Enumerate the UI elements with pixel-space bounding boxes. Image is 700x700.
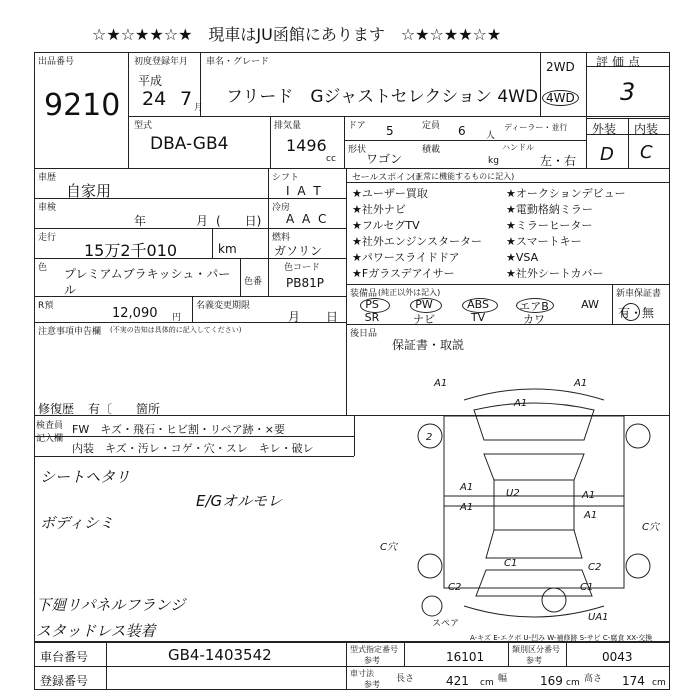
displacement-unit: cc bbox=[326, 154, 336, 164]
note-body: ボディシミ bbox=[40, 514, 114, 532]
equipment-item-top: ABS bbox=[467, 298, 489, 311]
dims-height-label: 高さ bbox=[584, 674, 603, 684]
repair-label: 修復歴 bbox=[38, 402, 75, 416]
equipment-item-top: PW bbox=[415, 298, 433, 311]
sales-point: ★電動格納ミラー bbox=[506, 203, 593, 216]
auto-tax-month: 月 bbox=[288, 310, 301, 324]
class-code-value: 0043 bbox=[602, 650, 633, 664]
recycle-value: 12,090 bbox=[112, 306, 158, 321]
dims-length-label: 長さ bbox=[396, 674, 415, 684]
diagram-legend: A-キズ E-エクボ U-凹み W-補修跡 S-サビ C-腐食 XX-交換 bbox=[470, 634, 653, 642]
notes-sublabel: (不実の告知は具体的に記入してください) bbox=[110, 326, 242, 334]
color-value: プレミアムブラキッシュ・パール bbox=[64, 267, 231, 297]
damage-mark: A1 bbox=[514, 398, 528, 409]
color-no-label: 色番 bbox=[244, 277, 263, 287]
sales-point: ★ミラーヒーター bbox=[506, 219, 593, 232]
equipment-item-top: AW bbox=[581, 298, 599, 311]
capacity-unit: 人 bbox=[486, 131, 496, 141]
equipment-item-bottom: TV bbox=[470, 311, 486, 324]
damage-mark: C2 bbox=[448, 582, 462, 593]
repair-value: 有〔 箇所 bbox=[88, 402, 161, 416]
new-book-label: 新車保証書 bbox=[616, 289, 662, 299]
type-code-label: 型式指定番号 bbox=[350, 645, 398, 654]
displacement-value: 1496 bbox=[286, 136, 327, 155]
dims-width: 169 bbox=[540, 674, 563, 688]
sales-points-right bbox=[506, 186, 626, 282]
equipment-circle bbox=[462, 298, 498, 313]
equipment-item-bottom: カワ bbox=[523, 313, 545, 326]
spare-label: スペア bbox=[432, 619, 460, 629]
dims-sublabel: 参考 bbox=[364, 680, 380, 689]
handle-label: ハンドル bbox=[502, 143, 534, 152]
note-engine: E/Gオルモレ bbox=[196, 492, 283, 510]
sales-point: ★オークションデビュー bbox=[506, 187, 626, 200]
equipment-item-bottom: ナビ bbox=[413, 313, 435, 326]
inspector-label: 検査員 記入欄 bbox=[36, 421, 64, 444]
equipment-sublabel: (純正以外は記入) bbox=[378, 288, 441, 297]
rear-bumper-outline bbox=[464, 606, 604, 617]
chassis-value: GB4-1403542 bbox=[168, 646, 272, 664]
dims-length: 421 bbox=[446, 674, 469, 688]
note-underbody: 下廻リパネルフランジ bbox=[36, 596, 186, 614]
lot-number: 9210 bbox=[44, 88, 121, 123]
exterior-grade: D bbox=[600, 144, 614, 165]
sales-points-label: セールスポイント bbox=[352, 173, 424, 183]
sales-point: ★フルセグTV bbox=[352, 219, 420, 232]
inspector-row-interior: 内装 キズ・汚レ・コゲ・穴・スレ キレ・破レ bbox=[72, 442, 314, 455]
sales-point: ★社外シートカバー bbox=[506, 267, 604, 280]
registration-month: 7 bbox=[180, 88, 193, 110]
doors-value: 5 bbox=[386, 124, 394, 138]
after-items-value: 保証書・取説 bbox=[392, 338, 465, 352]
dims-length-unit: cm bbox=[480, 678, 494, 688]
color-code-value: PB81P bbox=[286, 276, 324, 290]
interior-label: 内装 bbox=[634, 122, 659, 136]
history-label: 車歴 bbox=[38, 173, 57, 183]
inspection-year: 年 bbox=[134, 214, 147, 228]
shift-label: シフト bbox=[272, 173, 300, 183]
registration-month-unit: 月 bbox=[194, 103, 204, 113]
fuel-value: ガソリン bbox=[274, 244, 323, 258]
note-studless: スタッドレス装着 bbox=[36, 622, 156, 640]
damage-mark: A1 bbox=[434, 378, 448, 389]
equipment-label: 装備品 bbox=[350, 289, 378, 299]
dims-height-unit: cm bbox=[652, 678, 666, 688]
mileage-unit: km bbox=[218, 242, 237, 256]
evaluation-score: 3 bbox=[620, 78, 636, 106]
drive-4wd: 4WD bbox=[542, 90, 579, 106]
damage-mark: A1 bbox=[460, 482, 474, 493]
car-damage-diagram bbox=[380, 370, 664, 632]
registration-year: 24 bbox=[142, 88, 167, 110]
capacity-label: 定員 bbox=[422, 121, 441, 131]
damage-mark: C穴 bbox=[642, 522, 659, 533]
inspection-day: ( 日) bbox=[216, 214, 262, 228]
color-label: 色 bbox=[38, 263, 48, 273]
dims-label: 車寸法 bbox=[350, 669, 374, 678]
spare-wheel-icon bbox=[422, 596, 442, 616]
dims-width-label: 幅 bbox=[498, 674, 508, 684]
header-banner: ☆★☆★★☆★ 現車はJU函館にあります ☆★☆★★☆★ bbox=[92, 25, 502, 44]
exterior-label: 外装 bbox=[592, 122, 617, 136]
chassis-label: 車台番号 bbox=[40, 650, 89, 664]
model-label: 型式 bbox=[134, 121, 153, 131]
mileage-label: 走行 bbox=[38, 233, 57, 243]
sales-point: ★VSA bbox=[506, 251, 539, 264]
damage-mark: A1 bbox=[460, 502, 474, 513]
wheel-rear-right bbox=[626, 554, 650, 578]
class-code-label: 類別区分番号 bbox=[512, 645, 560, 654]
evaluation-label: 評価点 bbox=[596, 55, 645, 69]
type-code-value: 16101 bbox=[446, 650, 485, 664]
lot-label: 出品番号 bbox=[38, 57, 75, 67]
inspector-row-fw: FW キズ・飛石・ヒビ割・リペア跡・×要 bbox=[72, 423, 285, 436]
recycle-unit: 円 bbox=[172, 313, 182, 323]
wheel-rear-left bbox=[418, 554, 442, 578]
drive-2wd: 2WD bbox=[546, 60, 575, 74]
equipment-item-top: PS bbox=[365, 298, 379, 311]
damage-mark: A1 bbox=[584, 510, 598, 521]
damage-mark: C1 bbox=[580, 582, 594, 593]
sales-points-left bbox=[352, 186, 482, 282]
recycle-label: R預 bbox=[38, 301, 54, 311]
equipment-circle bbox=[410, 298, 442, 313]
equipment-item-bottom: SR bbox=[364, 311, 380, 324]
sales-point: ★パワースライドドア bbox=[352, 251, 460, 264]
auto-tax-day: 日 bbox=[326, 310, 339, 324]
mileage-value: 15万2千010 bbox=[84, 241, 178, 260]
sales-point: ★スマートキー bbox=[506, 235, 582, 248]
damage-mark: UA1 bbox=[588, 612, 609, 623]
wheel-front-right bbox=[626, 424, 650, 448]
hood-outline bbox=[474, 403, 594, 440]
new-book-circle bbox=[622, 303, 640, 321]
dealer-label: ディーラー・並行 bbox=[504, 123, 568, 132]
car-name-label: 車名・グレード bbox=[206, 57, 270, 67]
capacity-value: 6 bbox=[458, 124, 466, 138]
damage-mark: U2 bbox=[506, 488, 520, 499]
fuel-label: 燃料 bbox=[272, 233, 291, 243]
spare-tire-icon bbox=[542, 588, 566, 612]
inspection-month: 月 bbox=[196, 214, 209, 228]
note-seat: シートヘタリ bbox=[40, 468, 131, 486]
interior-grade: C bbox=[640, 142, 653, 163]
handle-value: 左・右 bbox=[540, 154, 577, 168]
sales-point: ★社外ナビ bbox=[352, 203, 406, 216]
color-code-label: 色コード bbox=[284, 263, 321, 273]
equipment-circle bbox=[360, 298, 390, 313]
sales-point: ★社外エンジンスターター bbox=[352, 235, 482, 248]
front-bumper-outline bbox=[464, 389, 604, 400]
damage-mark: 2 bbox=[426, 432, 433, 443]
sales-point: ★Fガラスデアイサー bbox=[352, 267, 455, 280]
after-items-label: 後日品 bbox=[350, 329, 378, 339]
car-name: フリード Gジャストセレクション 4WD bbox=[226, 87, 539, 107]
body-type-label: 形状 bbox=[348, 145, 367, 155]
aircon-value: A A C bbox=[286, 212, 329, 226]
sales-point: ★ユーザー買取 bbox=[352, 187, 428, 200]
displacement-label: 排気量 bbox=[274, 121, 302, 131]
damage-mark: A1 bbox=[574, 378, 588, 389]
doors-label: ドア bbox=[348, 121, 366, 131]
aircon-label: 冷房 bbox=[272, 203, 291, 213]
damage-mark: A1 bbox=[582, 490, 596, 501]
load-label: 積載 bbox=[422, 145, 441, 155]
equipment-circle bbox=[516, 298, 554, 313]
windshield-outline bbox=[484, 454, 584, 480]
history-value: 自家用 bbox=[66, 182, 112, 200]
equipment-item-top: エアB bbox=[519, 300, 549, 313]
body-type-value: ワゴン bbox=[366, 152, 403, 166]
load-unit: kg bbox=[488, 156, 499, 166]
damage-mark: C穴 bbox=[380, 542, 397, 553]
type-code-sublabel: 参考 bbox=[364, 656, 380, 665]
sales-points-sublabel: (正常に機能するものに記入) bbox=[412, 172, 515, 181]
model-value: DBA-GB4 bbox=[150, 134, 229, 154]
notes-label: 注意事項申告欄 bbox=[38, 327, 102, 337]
rear-glass-outline bbox=[486, 530, 582, 558]
auto-tax-label: 名義変更期限 bbox=[196, 301, 251, 311]
trunk-outline bbox=[476, 570, 592, 596]
shift-value: I A T bbox=[286, 184, 323, 198]
inspection-label: 車検 bbox=[38, 203, 57, 213]
registration-label: 初度登録年月 bbox=[134, 57, 189, 67]
dims-height: 174 bbox=[622, 674, 645, 688]
new-book-value: 有・無 bbox=[618, 306, 655, 320]
reg-no-label: 登録番号 bbox=[40, 674, 89, 688]
damage-mark: C1 bbox=[504, 558, 518, 569]
dims-width-unit: cm bbox=[566, 678, 580, 688]
damage-mark: C2 bbox=[588, 562, 602, 573]
class-code-sublabel: 参考 bbox=[526, 656, 542, 665]
registration-era: 平成 bbox=[138, 74, 163, 88]
